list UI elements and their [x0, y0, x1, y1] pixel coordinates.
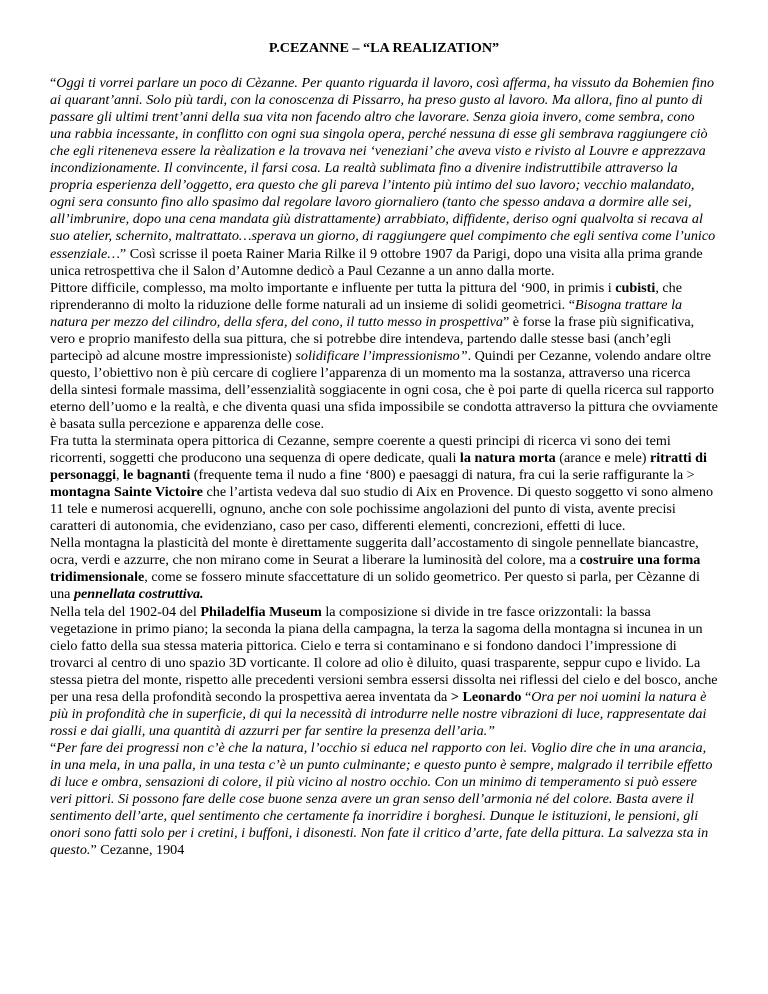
text-run: Fra tutta la sterminata opera pittorica di Cezanne, sempre coerente a questi principi di ricerca vi sono dei temi ricorrenti, soggetti che producono una sequenza di opere dedicate, quali	[50, 433, 671, 467]
text-run: che l’artista vedeva dal suo studio di Aix en Provence. Di questo soggetto vi sono almeno 11 tele e numerosi acquerelli, ognuno, anche con sole pochissime angolazioni del punto di vista, avente precisi caratteri di autonomia, che evidenziano, caso per caso, differenti elementi, concrezioni, effetti di luce.	[50, 484, 714, 535]
text-run: ” Cezanne, 1904	[90, 842, 185, 859]
text-run: la composizione si divide in tre fasce orizzontali: la bassa vegetazione in primo piano; la seconda la piana della campagna, la terza la sagoma della montagna si incunea in un cielo fatto della sua stessa materia pittorica. Cielo e terra si contaminano e si fondono dandoci l’impressione di trovarci al centro di uno spazio 3D vorticante. Il colore ad olio è diluito, quasi trasparente, seppur cupo e livido. La stessa pietra del monte, rispetto alle precedenti versioni sembra essersi dissolta nei riflessi del cielo e del bosco, anche per una resa della profondità secondo la prospettiva aerea inventata da	[50, 603, 718, 705]
italic-quote: Per fare dei progressi non c’è che la natura, l’occhio si educa nel rapporto con lei. Voglio dire che in una arancia, in una mela, in una palla, in una testa c’è un punto culminante; e questo punto è sempre, malgrado il terribile effetto di luce e ombra, sensazioni di colore, il più vicino al nostro occhio. Con un minimo di temperamento si può essere veri pittori. Si possono fare delle cose buone senza avere un gran senso dell’armonia né del colore. Basta avere il sentimento dell’arte, quel sentimento che certamente fa inorridire i borghesi. Dunque le istituzioni, le pensioni, gli onori sono fatti solo per i cretini, i buffoni, i disonesti. Non fate il critico d’arte, fate della pittura. La salvezza sta in questo.	[50, 739, 713, 859]
paragraph-philadelfia	[50, 604, 718, 740]
text-run: “	[50, 75, 57, 92]
bold-natura-morta: la natura morta	[459, 450, 556, 467]
bold-cubisti: cubisti	[615, 279, 656, 296]
text-run: . Quindi per Cezanne, volendo andare oltre questo, l’obiettivo non è più cercare di cogliere l’apparenza di un momento ma la sostanza, attraverso una ricerca della sintesi formale massima, dell’essenzialità soggiacente in ogni cosa, che è poi parte di quella ricerca sul rapporto eterno dell’uomo e la realtà, e che diventa quasi una sfida impossibile se condotta attraverso la pittura che ovviamente è basata sulla percezione e apparenza delle cose.	[50, 347, 718, 432]
bold-leonardo-link: > Leonardo	[450, 688, 522, 705]
text-run: , che riprenderanno di molto la riduzione delle forme naturali ad un insieme di solidi geometrici. “	[50, 279, 683, 313]
italic-quote: Ora per noi uomini la natura è più in profondità che in superficie, di qui la necessità di introdurre nelle nostre vibrazioni di luce, rappresentate dai rossi e dai gialli, una quantità di azzurri per far sentire la presenza dell’aria.”	[50, 688, 707, 739]
italic-phrase: solidificare l’impressionismo”	[295, 347, 468, 364]
text-run: ” è forse la frase più significativa, vero e proprio manifesto della sua pittura, che si potrebbe dire intendeva, partendo dalle stesse basi (anch’egli partecipò ad alcune mostre impressioniste)	[50, 313, 695, 364]
italic-quote: Bisogna trattare la natura per mezzo del cilindro, della sfera, del cono, il tutto messo in prospettiva	[50, 296, 683, 330]
paragraph-temi	[50, 433, 718, 535]
text-run: “	[50, 739, 57, 756]
paragraph-montagna	[50, 535, 718, 603]
paragraph-cezanne-quote	[50, 740, 718, 859]
italic-quote: Oggi ti vorrei parlare un poco di Cèzanne. Per quanto riguarda il lavoro, così afferma, ha vissuto da Bohemien fino ai quarant’anni. Solo più tardi, con la conoscenza di Pissarro, ha preso gusto al lavoro. Ma allora, fino al punto di passare gli ultimi trent’anni della sua vita non facendo altro che lavorare. Senza gioia invero, come sembra, cono una rabbia incessante, in conflitto con ogni sua singola opera, perché nessuna di esse gli sembrava raggiungere ciò che egli riteneneva essere la rèalization e la trovava nei ‘veneziani’ che aveva visto e rivisto al Louvre e apprezzava incondizionamente. Il convincente, il farsi cosa. La realtà sublimata fino a divenire indistruttibile attraverso la propria esperienza dell’oggetto, era questo che gli pareva l’intento più intimo del suo lavoro; vecchio malandato, ogni sera consunto fino allo spasimo dal regolare lavoro giornaliero (tanto che spesso andava a dormire alle sei, all’imbrunire, dopo una cena mandata giù distrattamente) arrabbiato, diffidente, deriso ogni qualvolta si recava al suo atelier, schernito, maltrattato…sperava un giorno, di raggiungere quel compimento che egli sentiva come l’unico essenziale…	[50, 75, 716, 262]
italic-pennellata: pennellata costruttiva.	[73, 586, 204, 603]
text-run: , come se fossero minute sfaccettature di un solido geometrico. Per questo si parla, per Cèzanne di una	[50, 569, 700, 603]
text-run: ” Così scrisse il poeta Rainer Maria Rilke il 9 ottobre 1907 da Parigi, dopo una visita alla prima grande unica retrospettiva che il Salon d’Automne dedicò a Paul Cezanne a un anno dalla morte.	[50, 245, 703, 279]
bold-museum: Philadelfia Museum	[200, 603, 322, 620]
bold-bagnanti: le bagnanti	[123, 467, 191, 484]
text-run: ,	[116, 467, 124, 484]
text-run: “	[521, 688, 532, 705]
text-run: Nella tela del 1902-04 del	[50, 603, 201, 620]
paragraph-rilke-quote	[50, 75, 718, 280]
document-title: P.CEZANNE – “LA REALIZATION”	[268, 40, 500, 56]
paragraph-cubisti	[50, 280, 718, 433]
bold-montagna-link: montagna Sainte Victoire	[50, 484, 203, 501]
bold-forma: costruire una forma tridimensionale	[50, 552, 701, 586]
text-run: (arance e mele)	[555, 450, 650, 467]
bold-ritratti: ritratti di personaggi	[50, 450, 707, 484]
text-run: Pittore difficile, complesso, ma molto importante e influente per tutta la pittura del ‘900, in primis i	[50, 279, 616, 296]
bold-italic-pennellata	[74, 586, 204, 602]
text-run: Nella montagna la plasticità del monte è direttamente suggerita dall’accostamento di singole pennellate biancastre, ocra, verdi e azzurre, che non mirano come in Seurat a liberare la luminosità del colore, ma a	[50, 535, 699, 569]
text-run: (frequente tema il nudo a fine ‘800) e paesaggi di natura, fra cui la serie raffigurante la >	[190, 467, 695, 484]
